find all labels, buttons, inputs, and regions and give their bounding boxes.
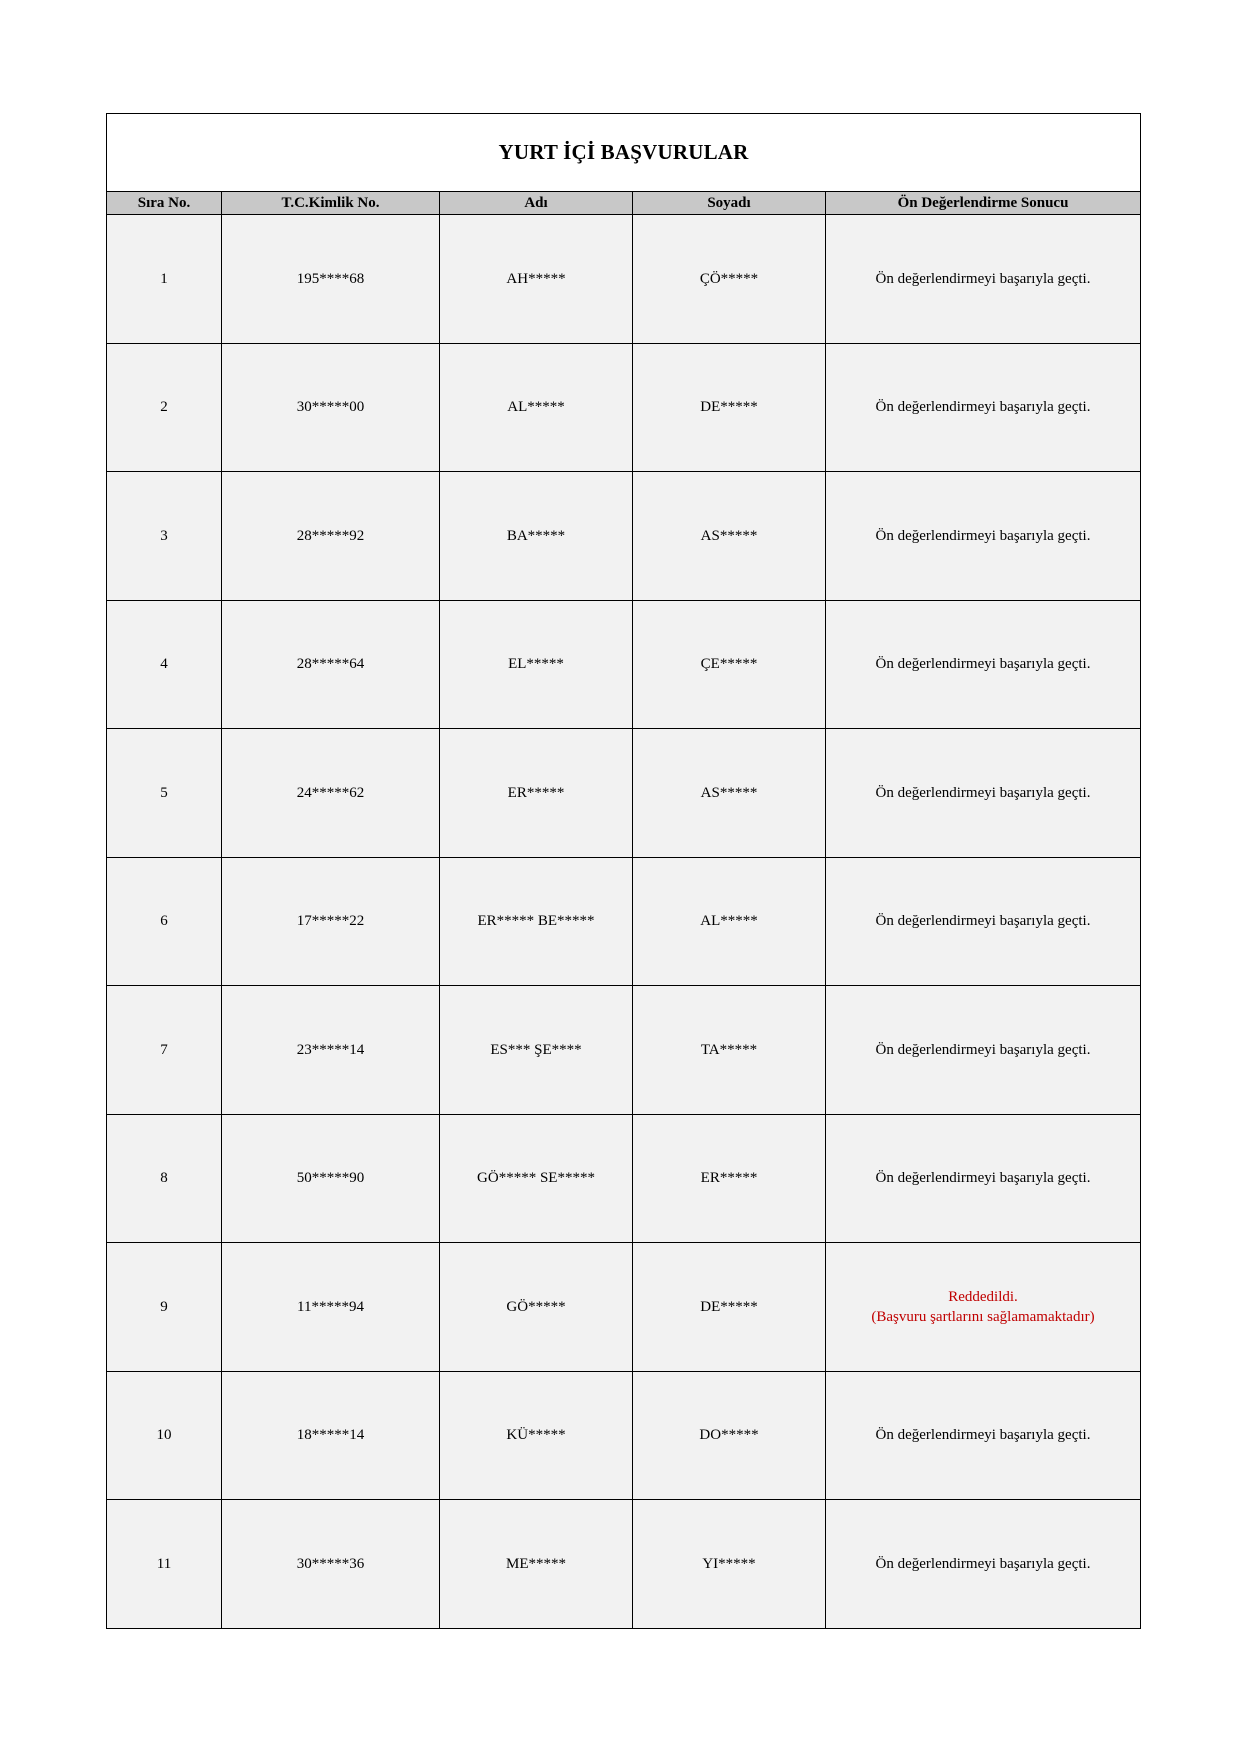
cell-on-degerlendirme-sonucu <box>826 1372 1140 1500</box>
table-title-row <box>107 114 1140 192</box>
cell-sira-no: 6 <box>107 858 222 986</box>
result-text: Ön değerlendirmeyi başarıyla geçti. <box>875 399 1091 416</box>
result-text: Ön değerlendirmeyi başarıyla geçti. <box>875 913 1091 930</box>
table-row <box>107 215 1140 344</box>
cell-soyadi: DE***** <box>633 344 826 472</box>
header-on-degerlendirme-sonucu: Ön Değerlendirme Sonucu <box>897 195 1069 211</box>
cell-soyadi: TA***** <box>633 986 826 1114</box>
table-row <box>107 1243 1140 1372</box>
cell-sira-no: 2 <box>107 344 222 472</box>
cell-adi: ME***** <box>440 1500 633 1628</box>
table-body <box>107 215 1140 1628</box>
cell-on-degerlendirme-sonucu <box>826 986 1140 1114</box>
table-row <box>107 729 1140 858</box>
cell-tc-kimlik-no: 28*****64 <box>222 601 440 729</box>
cell-soyadi: DO***** <box>633 1372 826 1500</box>
cell-sira-no: 4 <box>107 601 222 729</box>
cell-on-degerlendirme-sonucu <box>826 215 1140 343</box>
cell-on-degerlendirme-sonucu <box>826 1243 1140 1371</box>
cell-soyadi: AS***** <box>633 729 826 857</box>
cell-tc-kimlik-no: 18*****14 <box>222 1372 440 1500</box>
result-text: Ön değerlendirmeyi başarıyla geçti. <box>875 1555 1091 1572</box>
cell-soyadi: ÇÖ***** <box>633 215 826 343</box>
cell-tc-kimlik-no: 23*****14 <box>222 986 440 1114</box>
table-header-row <box>107 192 1140 215</box>
cell-tc-kimlik-no: 28*****92 <box>222 472 440 600</box>
table-row <box>107 601 1140 730</box>
cell-adi: AL***** <box>440 344 633 472</box>
result-text: Ön değerlendirmeyi başarıyla geçti. <box>875 270 1091 287</box>
cell-sira-no: 8 <box>107 1115 222 1243</box>
cell-soyadi: AL***** <box>633 858 826 986</box>
cell-adi: GÖ***** SE***** <box>440 1115 633 1243</box>
table-row <box>107 858 1140 987</box>
cell-sira-no: 3 <box>107 472 222 600</box>
table-row <box>107 472 1140 601</box>
cell-sira-no: 7 <box>107 986 222 1114</box>
cell-sira-no: 9 <box>107 1243 222 1371</box>
cell-tc-kimlik-no: 11*****94 <box>222 1243 440 1371</box>
result-detail-text: (Başvuru şartlarını sağlamamaktadır) <box>871 1308 1095 1325</box>
cell-soyadi: ER***** <box>633 1115 826 1243</box>
table-row <box>107 1500 1140 1628</box>
cell-sira-no: 1 <box>107 215 222 343</box>
table-row <box>107 986 1140 1115</box>
cell-tc-kimlik-no: 195****68 <box>222 215 440 343</box>
cell-tc-kimlik-no: 30*****00 <box>222 344 440 472</box>
cell-tc-kimlik-no: 30*****36 <box>222 1500 440 1628</box>
cell-on-degerlendirme-sonucu <box>826 344 1140 472</box>
cell-on-degerlendirme-sonucu <box>826 729 1140 857</box>
table-row <box>107 344 1140 473</box>
header-tc-kimlik-no: T.C.Kimlik No. <box>222 192 440 214</box>
cell-soyadi: ÇE***** <box>633 601 826 729</box>
cell-adi: ES*** ŞE**** <box>440 986 633 1114</box>
header-adi: Adı <box>440 192 633 214</box>
page-title: YURT İÇİ BAŞVURULAR <box>498 140 749 164</box>
cell-on-degerlendirme-sonucu <box>826 1115 1140 1243</box>
cell-on-degerlendirme-sonucu <box>826 472 1140 600</box>
cell-soyadi: YI***** <box>633 1500 826 1628</box>
cell-on-degerlendirme-sonucu <box>826 858 1140 986</box>
result-text: Ön değerlendirmeyi başarıyla geçti. <box>875 656 1091 673</box>
cell-tc-kimlik-no: 50*****90 <box>222 1115 440 1243</box>
table-row <box>107 1372 1140 1501</box>
cell-soyadi: DE***** <box>633 1243 826 1371</box>
cell-soyadi: AS***** <box>633 472 826 600</box>
cell-sira-no: 11 <box>107 1500 222 1628</box>
cell-on-degerlendirme-sonucu <box>826 601 1140 729</box>
cell-adi: ER***** <box>440 729 633 857</box>
result-text: Ön değerlendirmeyi başarıyla geçti. <box>875 1170 1091 1187</box>
result-text: Reddedildi. <box>948 1288 1018 1305</box>
result-text: Ön değerlendirmeyi başarıyla geçti. <box>875 784 1091 801</box>
cell-adi: GÖ***** <box>440 1243 633 1371</box>
applications-table <box>106 113 1141 1629</box>
result-text: Ön değerlendirmeyi başarıyla geçti. <box>875 1427 1091 1444</box>
table-row <box>107 1115 1140 1244</box>
result-text: Ön değerlendirmeyi başarıyla geçti. <box>875 527 1091 544</box>
cell-tc-kimlik-no: 24*****62 <box>222 729 440 857</box>
cell-adi: ER***** BE***** <box>440 858 633 986</box>
header-sira-no: Sıra No. <box>107 192 222 214</box>
cell-adi: AH***** <box>440 215 633 343</box>
cell-on-degerlendirme-sonucu <box>826 1500 1140 1628</box>
cell-adi: BA***** <box>440 472 633 600</box>
cell-adi: EL***** <box>440 601 633 729</box>
cell-adi: KÜ***** <box>440 1372 633 1500</box>
header-soyadi: Soyadı <box>633 192 826 214</box>
result-text: Ön değerlendirmeyi başarıyla geçti. <box>875 1041 1091 1058</box>
cell-sira-no: 10 <box>107 1372 222 1500</box>
cell-tc-kimlik-no: 17*****22 <box>222 858 440 986</box>
cell-sira-no: 5 <box>107 729 222 857</box>
